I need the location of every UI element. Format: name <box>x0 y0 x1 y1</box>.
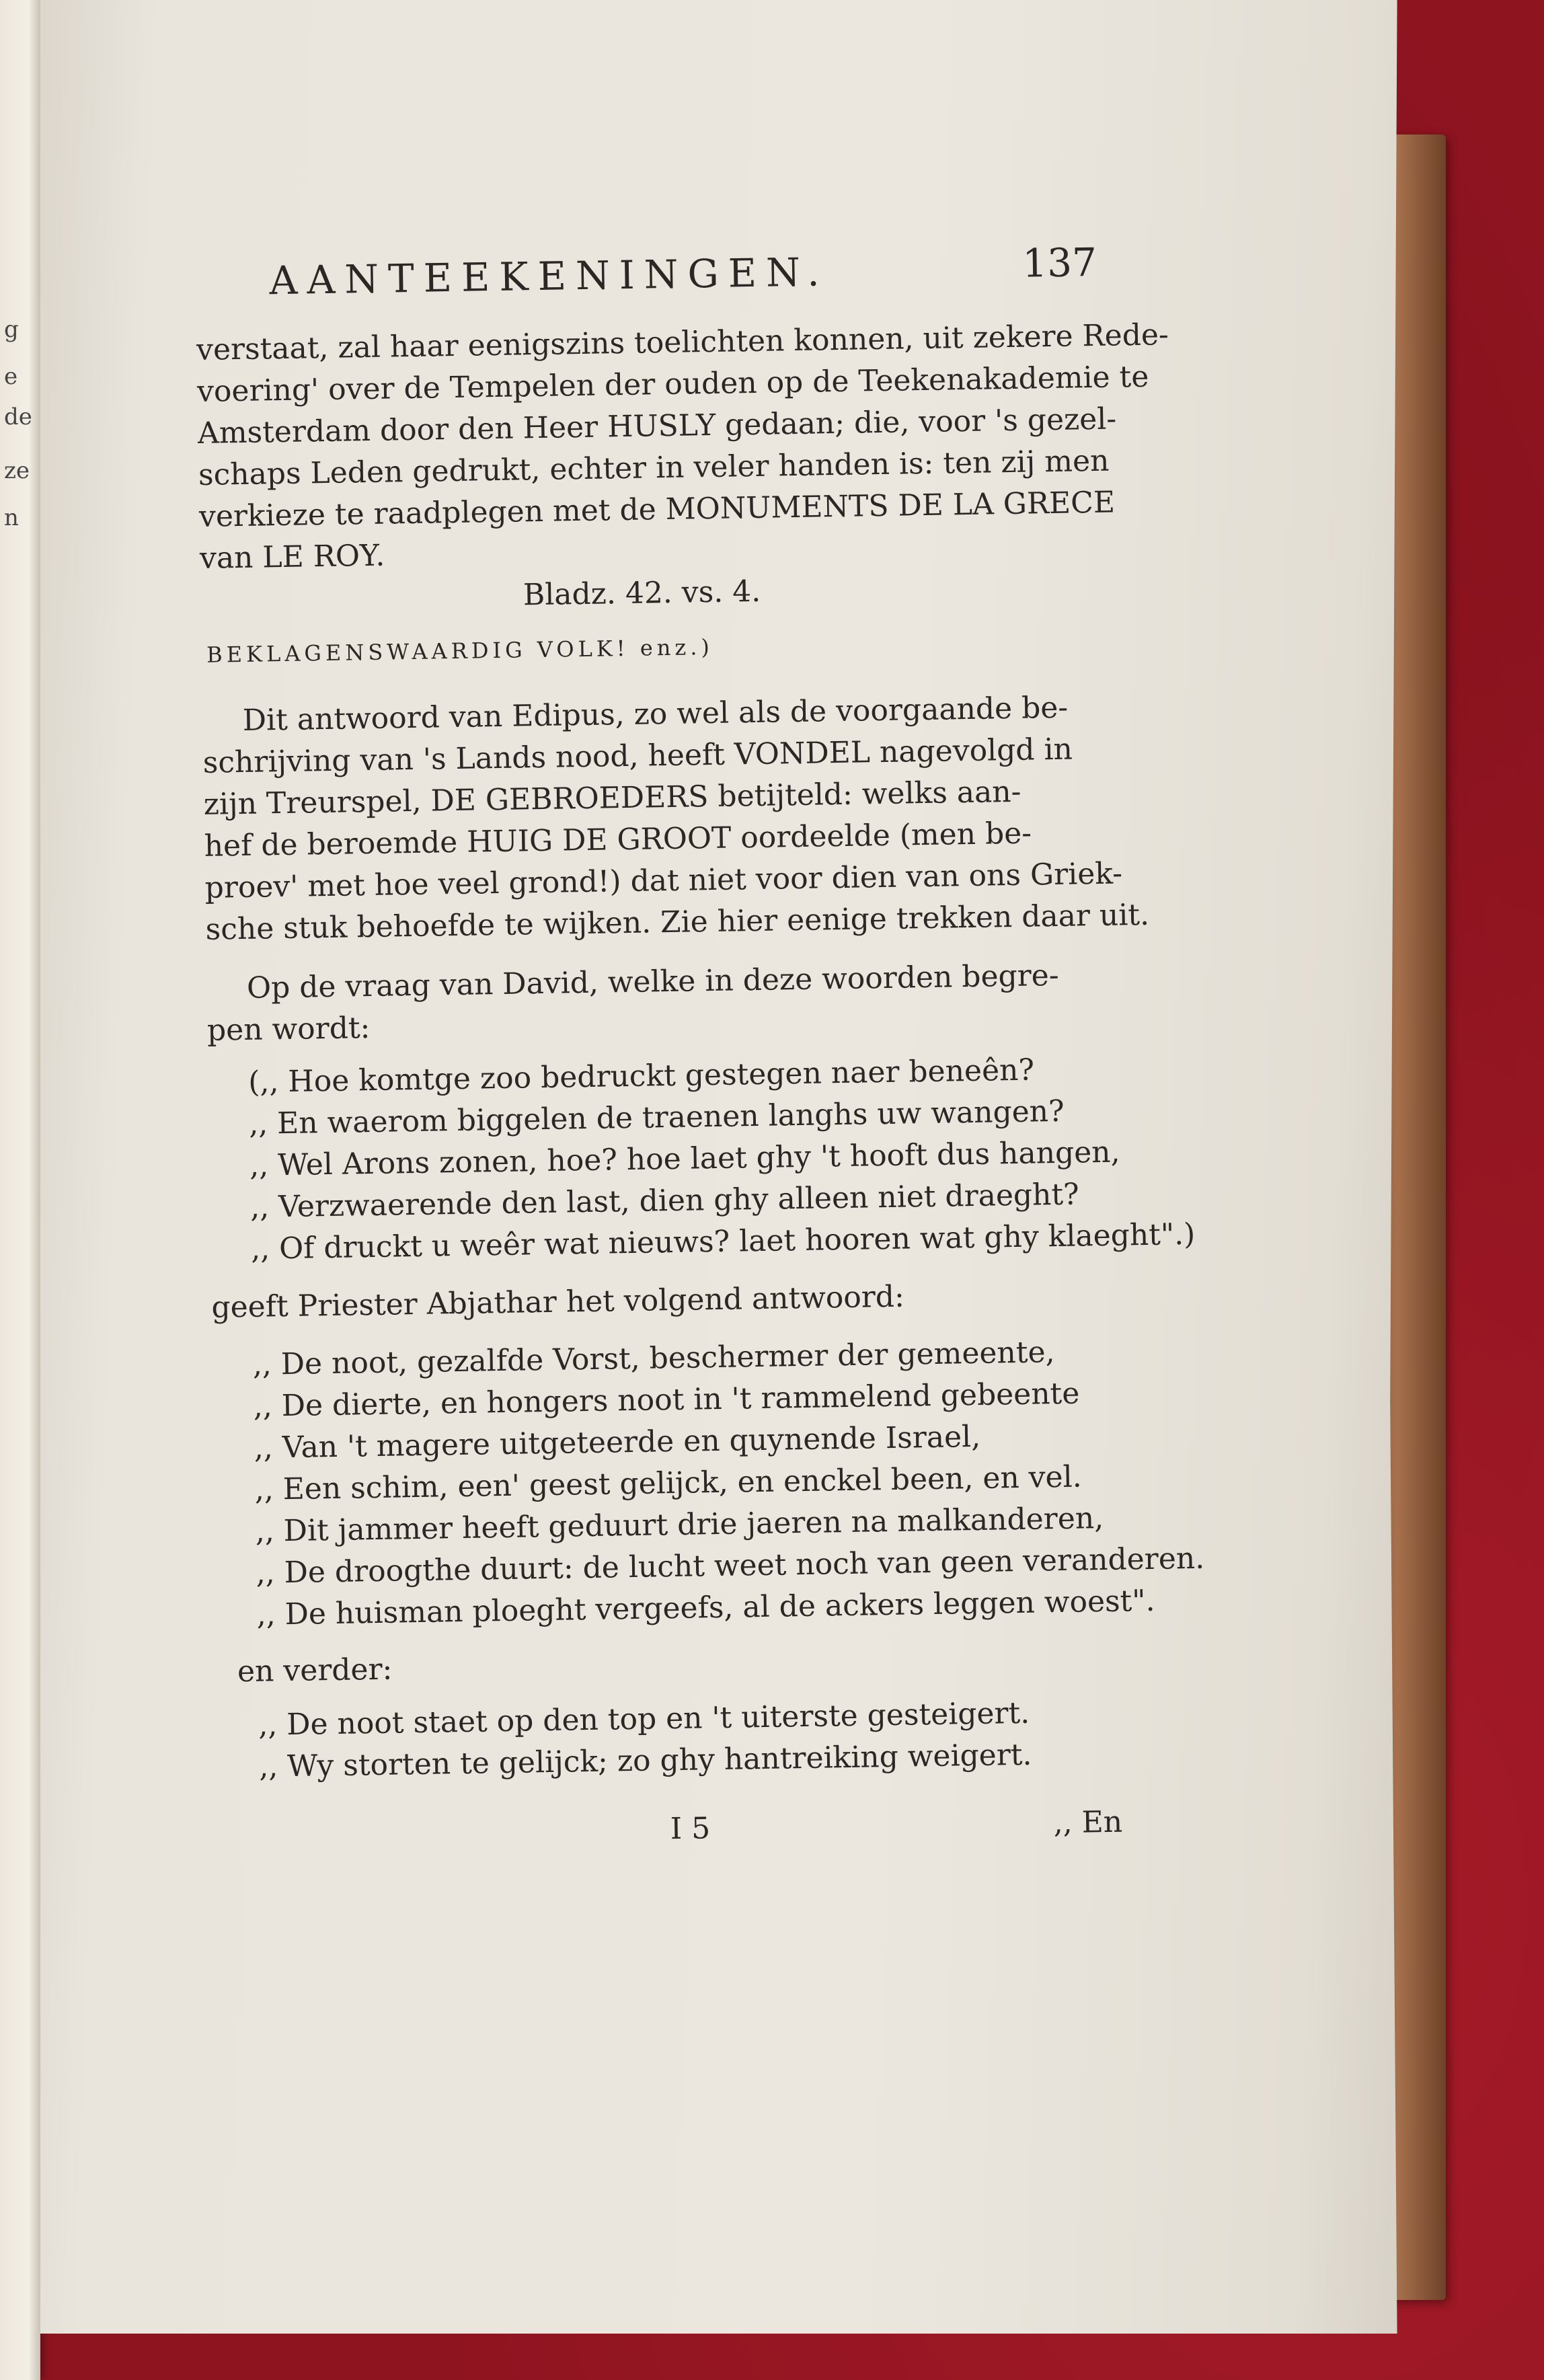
text-line: Op de vraag van David, welke in deze woorden begre- <box>246 958 1059 1005</box>
running-head: AANTEEKENINGEN. <box>268 249 830 304</box>
text-line: verkieze te raadplegen met de MONUMENTS DE LA GRECE <box>198 485 1116 534</box>
text-line: pen wordt: <box>206 1011 371 1048</box>
verse-line: ,, De noot staet op den top en 't uiterste gesteigert. <box>258 1695 1030 1742</box>
facing-page-edge <box>0 0 40 2380</box>
verse-line: ,, Wel Arons zonen, hoe? hoe laet ghy 't hooft dus hangen, <box>249 1135 1120 1183</box>
verse-line: ,, Een schim, een' geest gelijck, en enckel been, en vel. <box>254 1459 1083 1507</box>
facing-page-fragment: ze <box>4 457 30 484</box>
text-line: voering' over de Tempelen der ouden op de Teekenakademie te <box>196 359 1149 409</box>
text-line: schrijving van 's Lands nood, heeft VONDEL nagevolgd in <box>202 732 1073 780</box>
verse-line: ,, Dit jammer heeft geduurt drie jaeren na malkanderen, <box>255 1501 1104 1549</box>
text-line: en verder: <box>237 1652 393 1689</box>
facing-page-fragment: e <box>4 363 18 390</box>
facing-page-fragment: de <box>4 404 32 430</box>
text-line: van LE ROY. <box>199 538 385 576</box>
verse-line: ,, En waerom biggelen de traenen langhs uw wangen? <box>248 1093 1065 1141</box>
verse-line: ,, Van 't magere uitgeteerde en quynende Israel, <box>254 1419 981 1465</box>
verse-line: ,, De huisman ploeght vergeefs, al de ackers leggen woest". <box>256 1583 1155 1632</box>
verse-line: ,, De droogthe duurt: de lucht weet noch van geen veranderen. <box>256 1541 1205 1590</box>
text-line: sche stuk behoefde te wijken. Zie hier eenige trekken daar uit. <box>205 897 1150 947</box>
verse-line: ,, Of druckt u weêr wat nieuws? laet hooren wat ghy klaeght".) <box>250 1217 1196 1266</box>
verse-line: ,, Verzwaerende den last, dien ghy alleen niet draeght? <box>249 1177 1080 1225</box>
verse-line: ,, De dierte, en hongers noot in 't rammelend gebeente <box>253 1376 1080 1424</box>
verse-line: (,, Hoe komtge zoo bedruckt gestegen naer beneên? <box>247 1052 1035 1100</box>
verse-line: ,, De noot, gezalfde Vorst, beschermer der gemeente, <box>252 1335 1055 1382</box>
catchword: ,, En <box>1053 1804 1123 1841</box>
text-line: verstaat, zal haar eenigszins toelichten konnen, uit zekere Rede- <box>196 317 1169 367</box>
signature-mark: I 5 <box>670 1811 711 1847</box>
text-line: proev' met hoe veel grond!) dat niet voor dien van ons Griek- <box>204 856 1123 905</box>
verse-line: ,, Wy storten te gelijck; zo ghy hantreiking weigert. <box>258 1737 1032 1784</box>
text-line: Amsterdam door den Heer HUSLY gedaan; die, voor 's gezel- <box>197 401 1117 451</box>
text-line: zijn Treurspel, DE GEBROEDERS betijteld: welks aan- <box>203 774 1021 822</box>
facing-page-fragment: n <box>4 504 19 531</box>
lemma-line: BEKLAGENSWAARDIG VOLK! enz.) <box>206 634 714 668</box>
facing-page-fragment: g <box>4 316 19 343</box>
page-number: 137 <box>1021 239 1097 286</box>
reference-line: Bladz. 42. vs. 4. <box>523 574 761 613</box>
text-line: schaps Leden gedrukt, echter in veler handen is: ten zij men <box>198 443 1110 492</box>
text-line: hef de beroemde HUIG DE GROOT oordeelde (men be- <box>204 816 1032 863</box>
text-line: Dit antwoord van Edipus, zo wel als de voorgaande be- <box>242 690 1069 738</box>
text-line: geeft Priester Abjathar het volgend antwoord: <box>211 1279 905 1325</box>
